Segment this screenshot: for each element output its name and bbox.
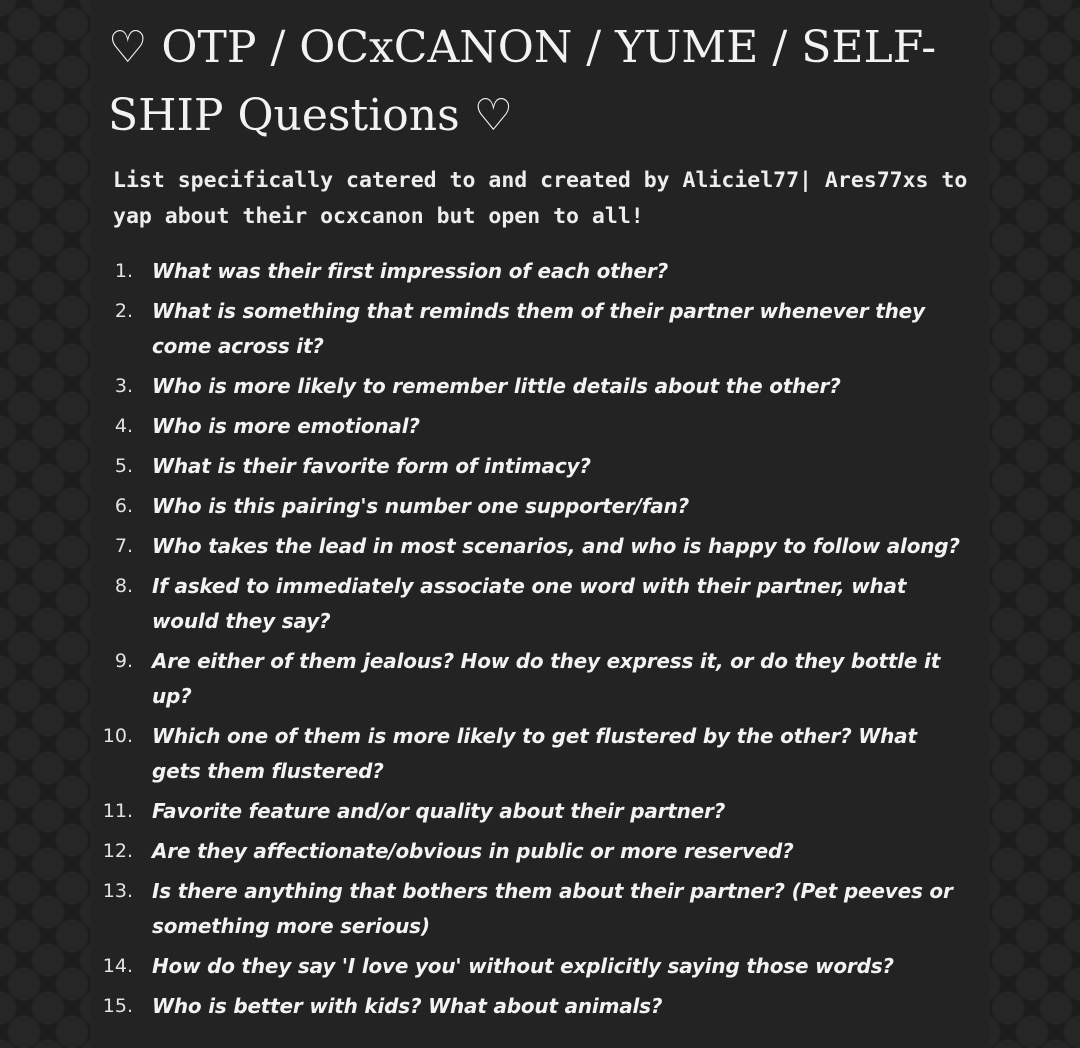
question-text: What is something that reminds them of their partner whenever they come across it? <box>152 299 925 358</box>
question-item <box>0 644 1080 714</box>
question-text: Who is better with kids? What about animals? <box>152 994 663 1018</box>
question-item <box>0 294 1080 364</box>
question-list <box>0 254 1080 1029</box>
question-number: 12. <box>102 840 133 862</box>
question-number: 5. <box>114 455 133 477</box>
question-text: Is there anything that bothers them about their partner? (Pet peeves or something more serious) <box>152 879 953 938</box>
question-number: 4. <box>114 415 133 437</box>
question-number: 15. <box>102 995 133 1017</box>
question-item <box>0 569 1080 639</box>
question-number: 9. <box>114 650 133 672</box>
question-item <box>0 449 1080 484</box>
question-text: Are either of them jealous? How do they express it, or do they bottle it up? <box>152 649 941 708</box>
question-item <box>0 949 1080 984</box>
question-item <box>0 989 1080 1024</box>
question-text: Favorite feature and/or quality about their partner? <box>152 799 726 823</box>
question-text: Who is more likely to remember little details about the other? <box>152 374 841 398</box>
question-item <box>0 529 1080 564</box>
question-text: What is their favorite form of intimacy? <box>152 454 591 478</box>
question-number: 7. <box>114 535 133 557</box>
question-number: 11. <box>102 800 133 822</box>
question-text: Who is this pairing's number one supporter/fan? <box>152 494 690 518</box>
question-number: 6. <box>114 495 133 517</box>
page-title: ♡ OTP / OCxCANON / YUME / SELF-SHIP Questions ♡ <box>108 22 937 141</box>
question-item <box>0 794 1080 829</box>
question-item <box>0 409 1080 444</box>
question-text: Who takes the lead in most scenarios, and who is happy to follow along? <box>152 534 960 558</box>
question-text: If asked to immediately associate one word with their partner, what would they say? <box>152 574 907 633</box>
question-text: How do they say 'I love you' without explicitly saying those words? <box>152 954 894 978</box>
question-item <box>0 489 1080 524</box>
question-item <box>0 834 1080 869</box>
question-number: 10. <box>102 725 133 747</box>
question-number: 2. <box>114 300 133 322</box>
question-number: 8. <box>114 575 133 597</box>
question-number: 3. <box>114 375 133 397</box>
question-item <box>0 369 1080 404</box>
question-text: Are they affectionate/obvious in public or more reserved? <box>152 839 794 863</box>
question-number: 14. <box>102 955 133 977</box>
question-number: 1. <box>114 260 133 282</box>
question-number: 13. <box>102 880 133 902</box>
question-item <box>0 719 1080 789</box>
question-text: Which one of them is more likely to get flustered by the other? What gets them flustered? <box>152 724 917 783</box>
question-item <box>0 254 1080 289</box>
page-subtitle: List specifically catered to and created by Aliciel77| Ares77xs to yap about their ocxcanon but open to all! <box>113 168 968 229</box>
question-text: Who is more emotional? <box>152 414 420 438</box>
question-item <box>0 874 1080 944</box>
question-text: What was their first impression of each other? <box>152 259 668 283</box>
